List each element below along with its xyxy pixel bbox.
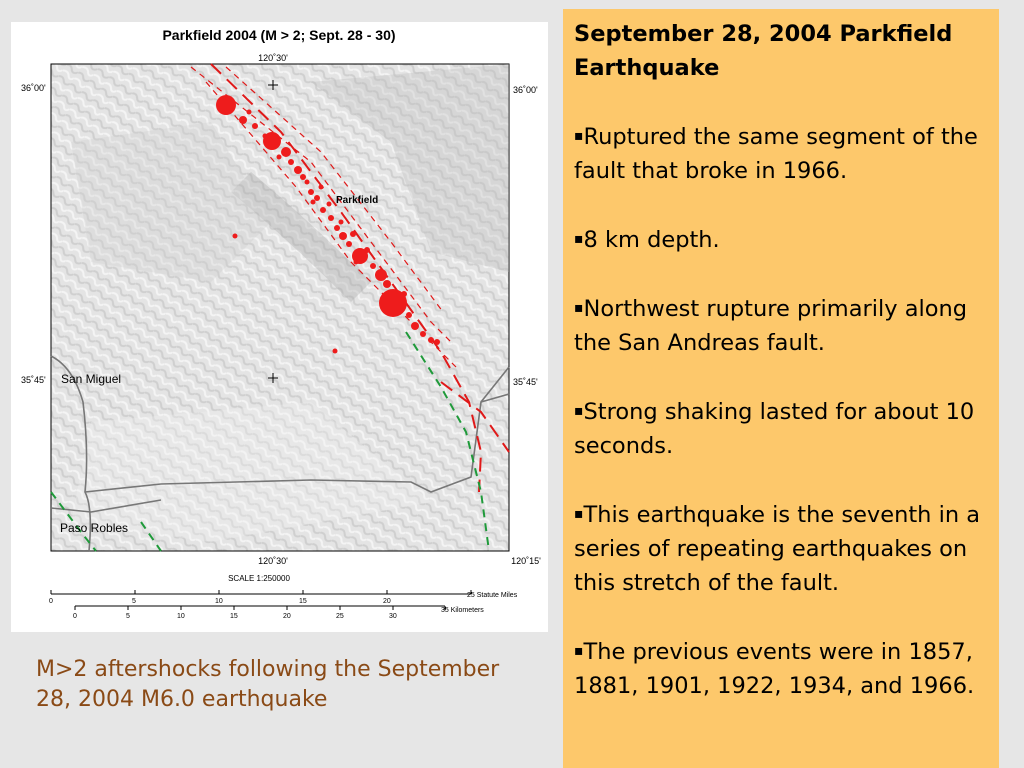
bullet-item <box>574 634 989 703</box>
miles-tick: 5 <box>132 598 136 605</box>
map-figure <box>11 22 548 632</box>
km-tick: 10 <box>177 613 185 620</box>
scale-km-labels <box>73 607 484 620</box>
bullet-text: 8 km depth. <box>583 227 720 253</box>
bullet-item <box>574 394 989 463</box>
coord-left-mid: 35˚45' <box>21 375 46 385</box>
coord-bottom-center: 120˚30' <box>258 556 288 566</box>
km-tick: 0 <box>73 613 77 620</box>
coord-bottom-right: 120˚15' <box>511 556 541 566</box>
map-title: Parkfield 2004 (M > 2; Sept. 28 - 30) <box>162 27 396 43</box>
coord-top-center: 120˚30' <box>258 53 288 63</box>
bullet-item <box>574 291 989 360</box>
bullet-text: Northwest rupture primarily along the San Andreas fault. <box>574 296 968 356</box>
bullet-item <box>574 497 989 600</box>
bullet-item <box>574 222 989 257</box>
miles-tick: 15 <box>299 598 307 605</box>
info-title: September 28, 2004 Parkfield Earthquake <box>574 21 953 81</box>
km-tick: 15 <box>230 613 238 620</box>
coord-right-top: 36˚00' <box>513 85 538 95</box>
bullet-icon: ▪ <box>574 403 584 419</box>
miles-tick: 10 <box>215 598 223 605</box>
town-parkfield: Parkfield <box>336 195 379 206</box>
miles-tick: 25 Statute Miles <box>467 592 518 599</box>
coord-right-mid: 35˚45' <box>513 377 538 387</box>
town-paso-robles: Paso Robles <box>60 521 129 535</box>
km-tick: 35 Kilometers <box>441 607 484 614</box>
bullet-icon: ▪ <box>574 231 584 247</box>
bullet-item <box>574 119 989 188</box>
bullet-icon: ▪ <box>574 128 584 144</box>
coord-left-top: 36˚00' <box>21 83 46 93</box>
km-tick: 25 <box>336 613 344 620</box>
km-tick: 30 <box>389 613 397 620</box>
bullet-icon: ▪ <box>574 300 584 316</box>
scale-bar-miles <box>51 590 471 594</box>
km-tick: 20 <box>283 613 291 620</box>
info-panel <box>563 9 999 768</box>
bullet-icon: ▪ <box>574 643 584 659</box>
scale-label: SCALE 1:250000 <box>228 574 290 583</box>
town-san-miguel: San Miguel <box>61 372 122 386</box>
bullet-text: Ruptured the same segment of the fault that broke in 1966. <box>574 124 978 184</box>
scale-bar-km <box>75 606 445 610</box>
miles-tick: 0 <box>49 598 53 605</box>
parkfield-map <box>11 22 548 632</box>
bullet-text: The previous events were in 1857, 1881, 1901, 1922, 1934, and 1966. <box>574 639 975 699</box>
bullet-text: This earthquake is the seventh in a series of repeating earthquakes on this stretch of the fault. <box>574 502 981 596</box>
map-caption: M>2 aftershocks following the September 28, 2004 M6.0 earthquake <box>36 657 500 712</box>
bullet-icon: ▪ <box>574 506 584 522</box>
miles-tick: 20 <box>383 598 391 605</box>
km-tick: 5 <box>126 613 130 620</box>
bullet-text: Strong shaking lasted for about 10 seconds. <box>574 399 975 459</box>
